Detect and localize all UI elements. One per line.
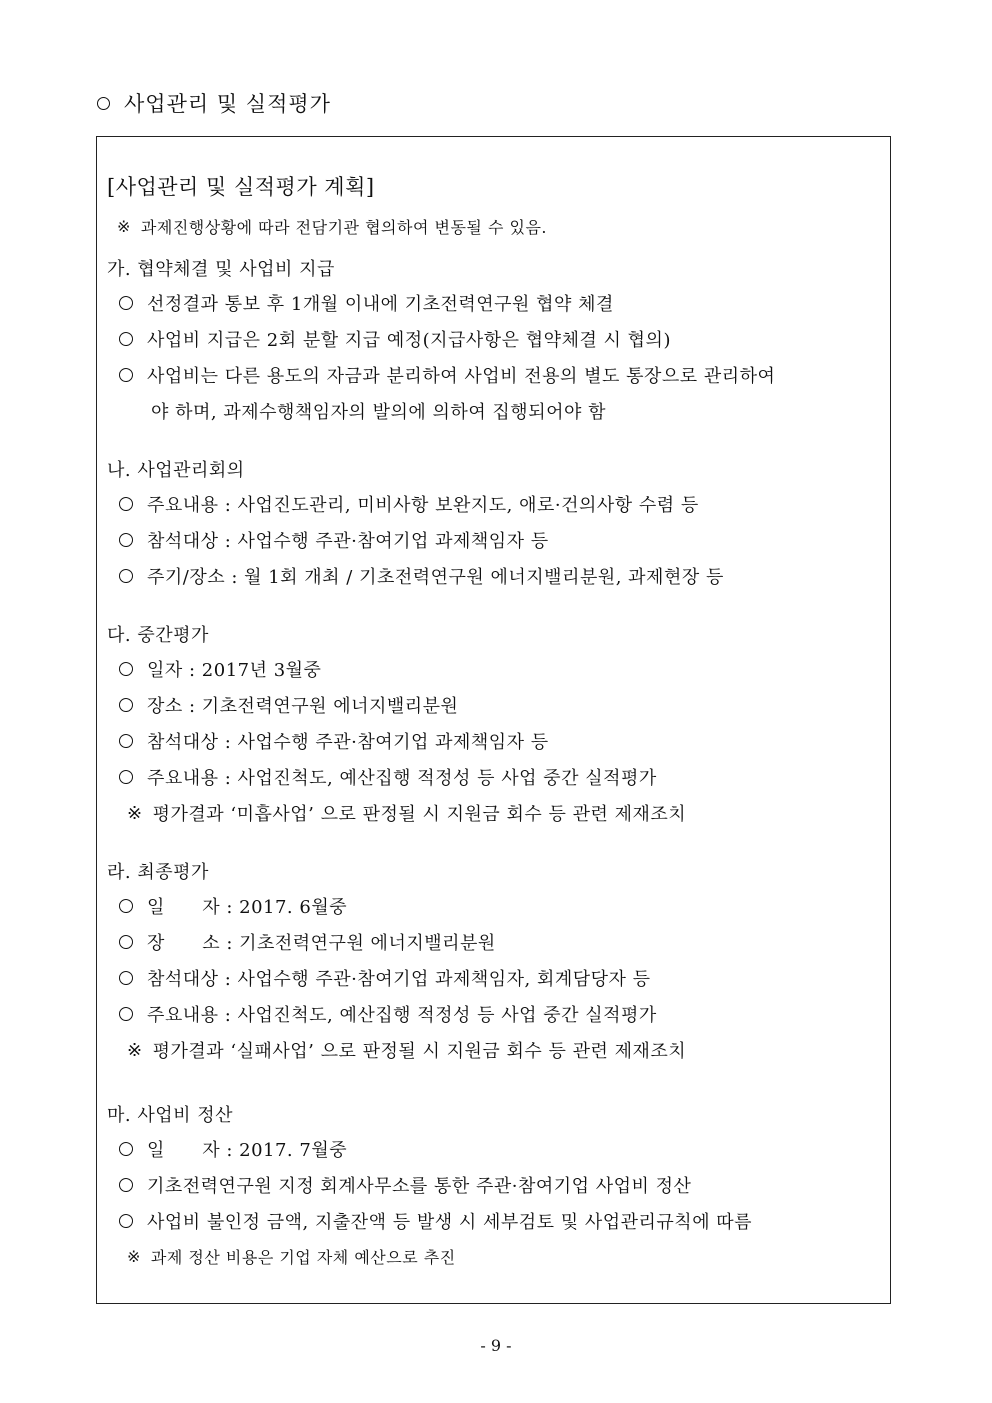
list-item bbox=[119, 692, 458, 718]
plan-box bbox=[96, 136, 891, 1304]
evaluation-note bbox=[127, 1037, 686, 1063]
section-title-da: 다. 중간평가 bbox=[107, 625, 209, 646]
evaluation-note-text: 평가결과 ‘실패사업’ 으로 판정될 시 지원금 회수 등 관련 제재조치 bbox=[152, 1041, 687, 1062]
reference-mark-icon: ※ bbox=[127, 1247, 141, 1266]
list-item-text: 선정결과 통보 후 1개월 이내에 기초전력연구원 협약 체결 bbox=[147, 294, 614, 315]
box-note bbox=[117, 215, 547, 238]
page-number: - 9 - bbox=[480, 1336, 512, 1355]
list-item bbox=[119, 1001, 657, 1027]
evaluation-note bbox=[127, 800, 686, 826]
circle-bullet-icon bbox=[119, 368, 133, 382]
list-item bbox=[119, 728, 549, 754]
circle-bullet-icon bbox=[119, 770, 133, 784]
reference-mark-icon: ※ bbox=[127, 1039, 143, 1061]
list-item-text: 사업비 불인정 금액, 지출잔액 등 발생 시 세부검토 및 사업관리규칙에 따름 bbox=[147, 1212, 753, 1233]
list-item-text: 주요내용 : 사업진척도, 예산집행 적정성 등 사업 중간 실적평가 bbox=[147, 1005, 657, 1026]
box-title: [사업관리 및 실적평가 계획] bbox=[107, 175, 375, 199]
list-item bbox=[119, 527, 549, 553]
circle-bullet-icon bbox=[119, 1007, 133, 1021]
box-note-text: 과제진행상황에 따라 전담기관 협의하여 변동될 수 있음. bbox=[140, 218, 547, 237]
section-title-ga: 가. 협약체결 및 사업비 지급 bbox=[107, 259, 335, 280]
list-item-text: 일 자 : 2017. 7월중 bbox=[147, 1140, 348, 1161]
section-title-ma: 마. 사업비 정산 bbox=[107, 1105, 233, 1126]
list-item bbox=[119, 491, 699, 517]
list-item bbox=[119, 929, 496, 955]
list-item-text: 사업비는 다른 용도의 자금과 분리하여 사업비 전용의 별도 통장으로 관리하여 bbox=[147, 366, 776, 387]
list-item bbox=[119, 362, 775, 388]
list-item bbox=[119, 290, 614, 316]
list-item-text: 기초전력연구원 지정 회계사무소를 통한 주관·참여기업 사업비 정산 bbox=[147, 1176, 692, 1197]
list-item bbox=[119, 1136, 347, 1162]
circle-bullet-icon bbox=[119, 569, 133, 583]
list-item-text: 참석대상 : 사업수행 주관·참여기업 과제책임자, 회계담당자 등 bbox=[147, 969, 651, 990]
circle-bullet-icon bbox=[119, 497, 133, 511]
circle-bullet-icon bbox=[119, 533, 133, 547]
list-item-text: 장소 : 기초전력연구원 에너지밸리분원 bbox=[147, 696, 459, 717]
circle-bullet-icon bbox=[119, 1142, 133, 1156]
list-item-text: 참석대상 : 사업수행 주관·참여기업 과제책임자 등 bbox=[147, 732, 549, 753]
list-item-continuation: 야 하며, 과제수행책임자의 발의에 의하여 집행되어야 함 bbox=[151, 402, 606, 423]
circle-bullet-icon bbox=[119, 698, 133, 712]
section-heading bbox=[97, 88, 331, 118]
list-item bbox=[119, 563, 724, 589]
list-item-text: 일 자 : 2017. 6월중 bbox=[147, 897, 348, 918]
list-item-text: 주요내용 : 사업진도관리, 미비사항 보완지도, 애로·건의사항 수렴 등 bbox=[147, 495, 699, 516]
circle-bullet-icon bbox=[97, 97, 110, 110]
section-title-na: 나. 사업관리회의 bbox=[107, 460, 245, 481]
settlement-note-text: 과제 정산 비용은 기업 자체 예산으로 추진 bbox=[150, 1248, 456, 1267]
circle-bullet-icon bbox=[119, 935, 133, 949]
list-item-text: 장 소 : 기초전력연구원 에너지밸리분원 bbox=[147, 933, 496, 954]
list-item bbox=[119, 764, 657, 790]
circle-bullet-icon bbox=[119, 1178, 133, 1192]
list-item-text: 주요내용 : 사업진척도, 예산집행 적정성 등 사업 중간 실적평가 bbox=[147, 768, 657, 789]
reference-mark-icon: ※ bbox=[117, 217, 131, 236]
circle-bullet-icon bbox=[119, 662, 133, 676]
circle-bullet-icon bbox=[119, 734, 133, 748]
list-item bbox=[119, 1208, 752, 1234]
settlement-note bbox=[127, 1245, 456, 1268]
list-item-text: 주기/장소 : 월 1회 개최 / 기초전력연구원 에너지밸리분원, 과제현장 등 bbox=[147, 567, 724, 588]
circle-bullet-icon bbox=[119, 296, 133, 310]
section-title-ra: 라. 최종평가 bbox=[107, 862, 209, 883]
list-item bbox=[119, 893, 347, 919]
list-item bbox=[119, 965, 651, 991]
list-item bbox=[119, 656, 321, 682]
list-item bbox=[119, 1172, 691, 1198]
list-item-text: 사업비 지급은 2회 분할 지급 예정(지급사항은 협약체결 시 협의) bbox=[147, 330, 671, 351]
circle-bullet-icon bbox=[119, 971, 133, 985]
reference-mark-icon: ※ bbox=[127, 802, 143, 824]
circle-bullet-icon bbox=[119, 1214, 133, 1228]
section-heading-text: 사업관리 및 실적평가 bbox=[124, 92, 331, 116]
evaluation-note-text: 평가결과 ‘미흡사업’ 으로 판정될 시 지원금 회수 등 관련 제재조치 bbox=[152, 804, 687, 825]
list-item-text: 일자 : 2017년 3월중 bbox=[147, 660, 322, 681]
circle-bullet-icon bbox=[119, 332, 133, 346]
circle-bullet-icon bbox=[119, 899, 133, 913]
list-item-text: 참석대상 : 사업수행 주관·참여기업 과제책임자 등 bbox=[147, 531, 549, 552]
list-item bbox=[119, 326, 671, 352]
